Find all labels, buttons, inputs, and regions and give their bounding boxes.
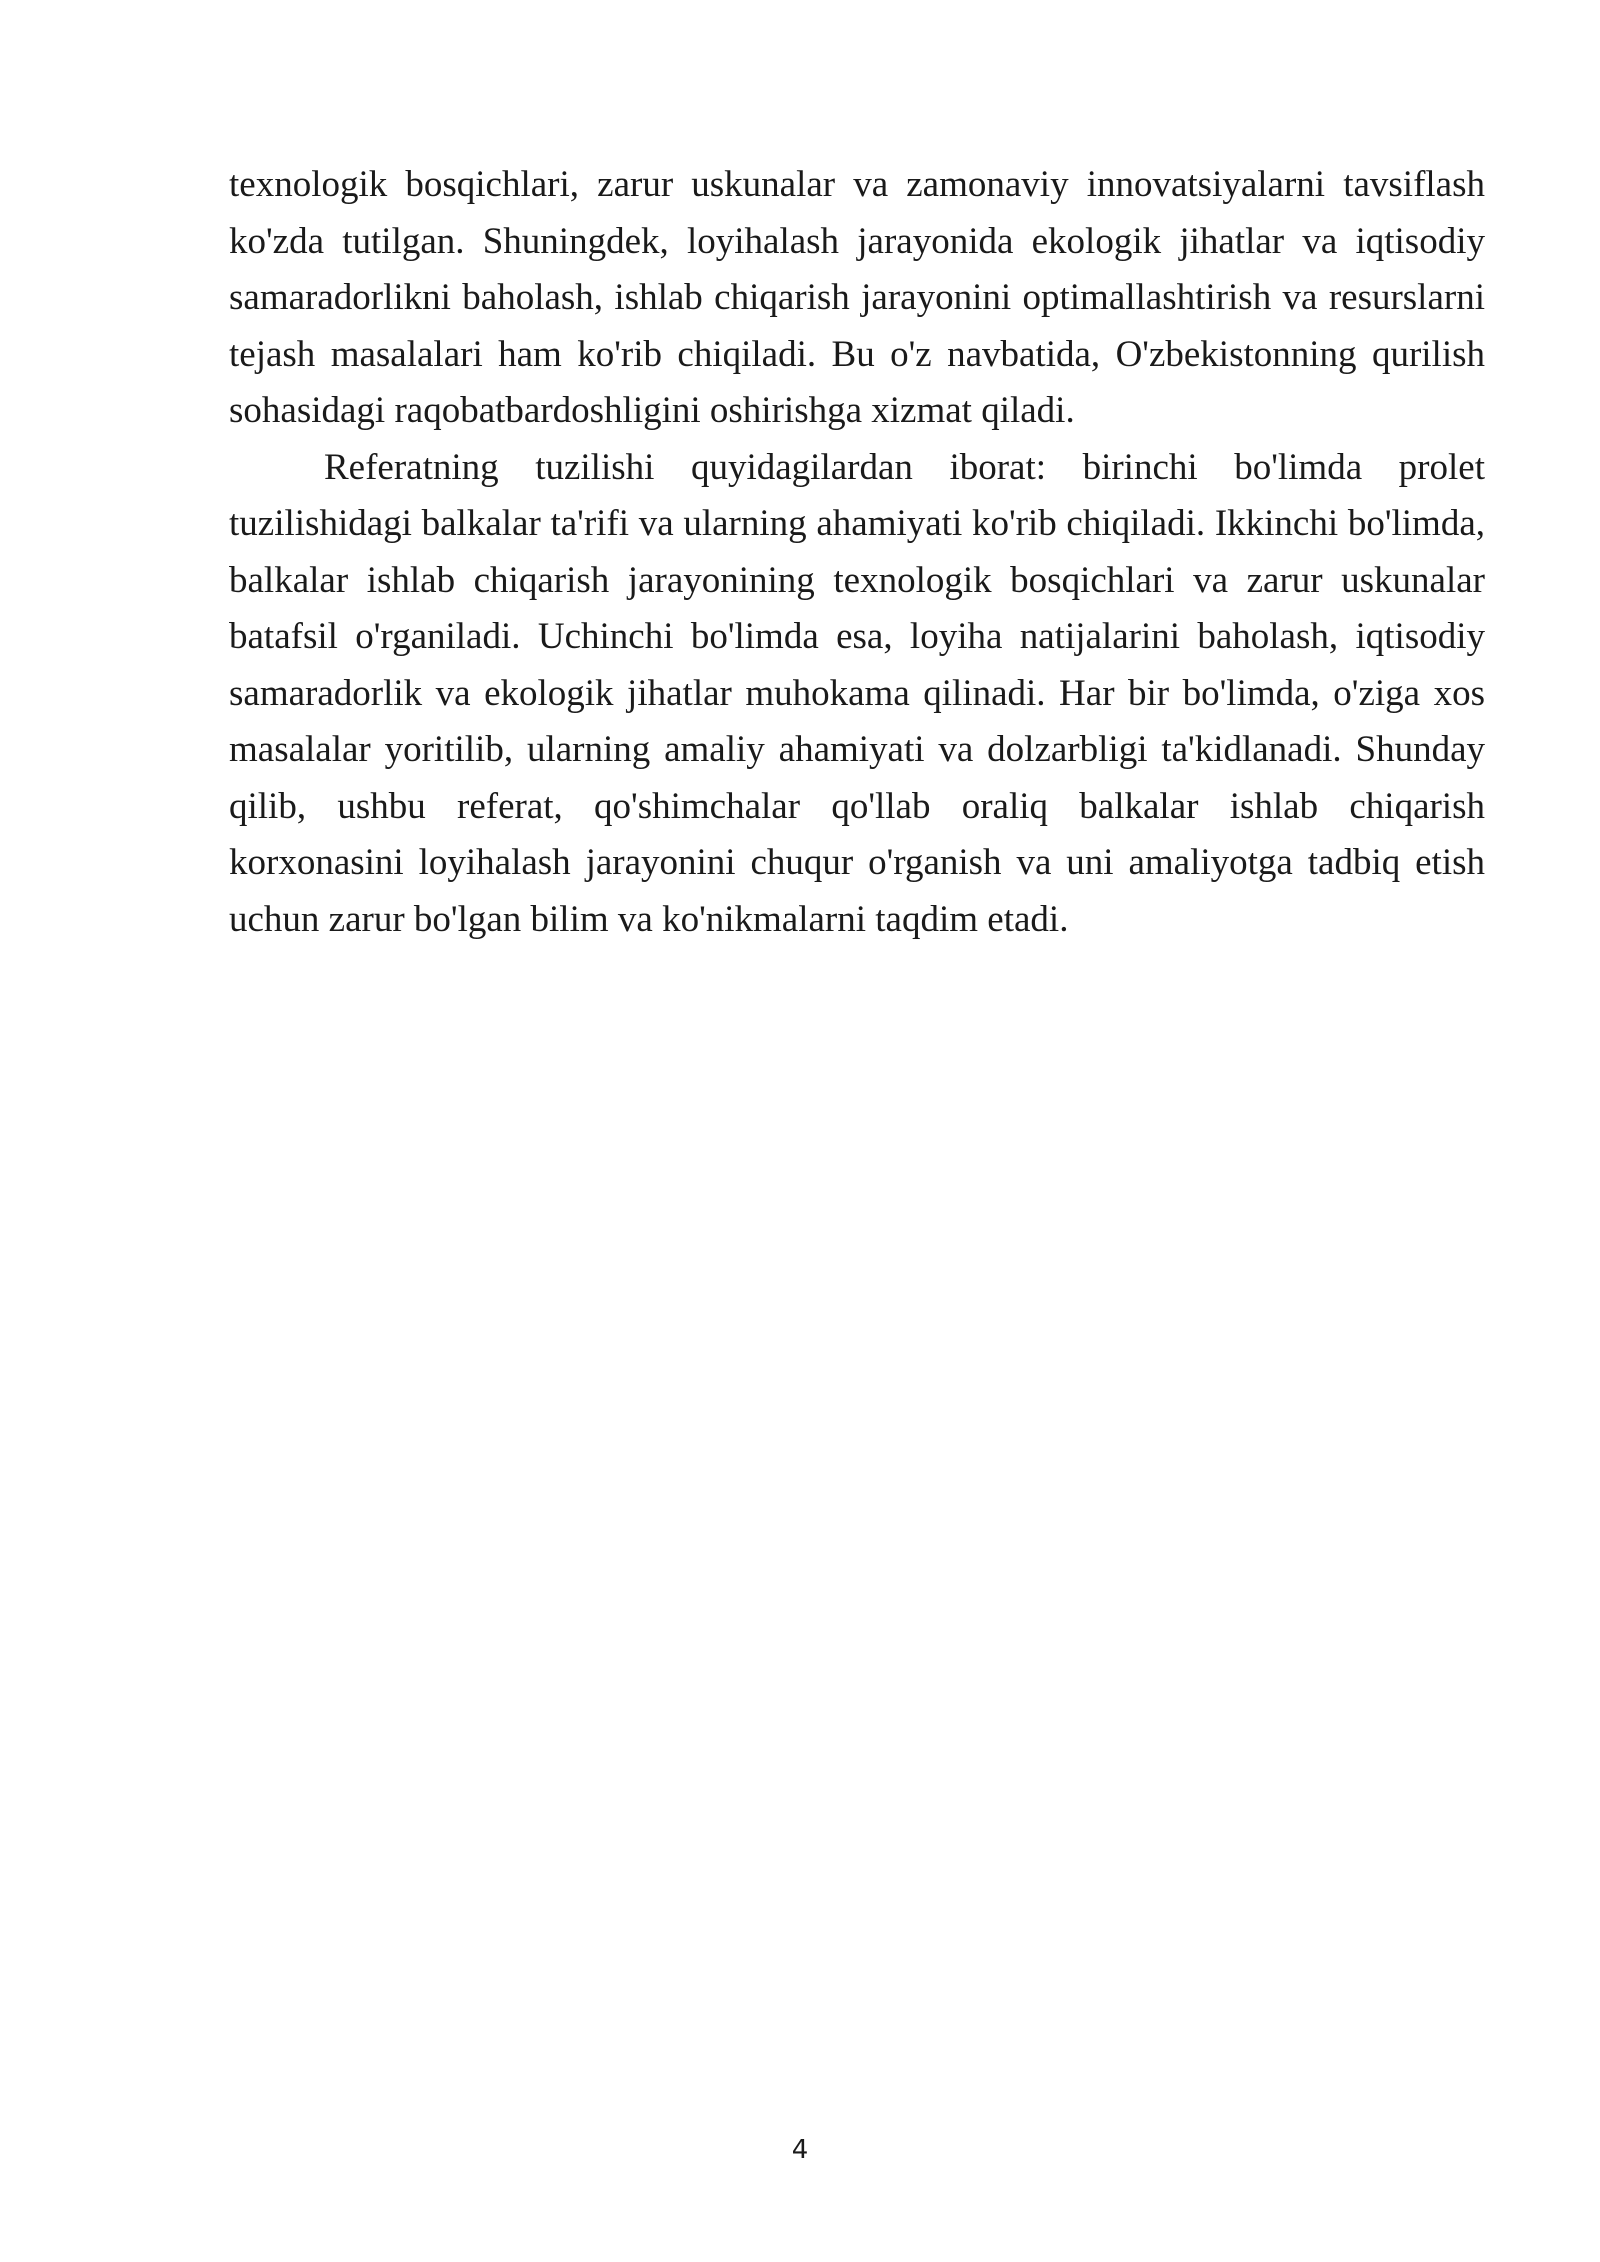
paragraph-continuation: texnologik bosqichlari, zarur uskunalar va zamonaviy innovatsiyalarni tavsiflash ko'zda tutilgan. Shuningdek, loyihalash jarayonida ekologik jihatlar va iqtisodiy samaradorlikni baholash, ishlab chiqarish jarayonini optimallashtirish va resurslarni tejash masalalari ham ko'rib chiqiladi. Bu o'z navbatida, O'zbekistonning qurilish sohasidagi raqobatbardoshligini oshirishga xizmat qiladi. <box>229 164 1485 431</box>
page-number: 4 <box>791 2135 809 2165</box>
body-text <box>229 157 1485 948</box>
paragraph-structure: Referatning tuzilishi quyidagilardan iborat: birinchi bo'limda prolet tuzilishidagi balkalar ta'rifi va ularning ahamiyati ko'rib chiqiladi. Ikkinchi bo'limda, balkalar ishlab chiqarish jarayonining texnologik bosqichlari va zarur uskunalar batafsil o'rganiladi. Uchinchi bo'limda esa, loyiha natijalarini baholash, iqtisodiy samaradorlik va ekologik jihatlar muhokama qilinadi. Har bir bo'limda, o'ziga xos masalalar yoritilib, ularning amaliy ahamiyati va dolzarbligi ta'kidlanadi. Shunday qilib, ushbu referat, qo'shimchalar qo'llab oraliq balkalar ishlab chiqarish korxonasini loyihalash jarayonini chuqur o'rganish va uni amaliyotga tadbiq etish uchun zarur bo'lgan bilim va ko'nikmalarni taqdim etadi. <box>229 446 1485 940</box>
